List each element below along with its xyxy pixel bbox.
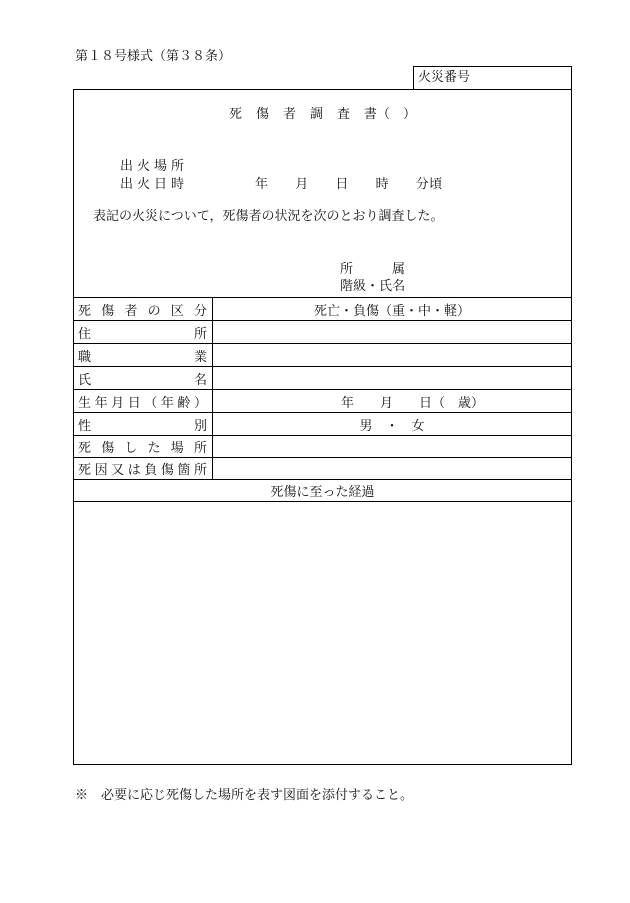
title-suffix: （ ） [376,107,416,122]
address-value-cell [213,321,571,343]
row-label [78,346,207,365]
footer-note: ※ 必要に応じ死傷した場所を表す図面を添付すること。 [75,788,414,803]
char: 氏 [78,372,92,388]
char: 職 [78,349,92,365]
label-cell [74,436,213,457]
casualty-type-value: 死亡・負傷（重・中・軽） [313,303,470,319]
char: 日 [127,395,141,411]
char: 死 [78,463,92,478]
label-cell [74,390,213,412]
char: 者 [282,107,296,122]
char: 階 [340,279,354,294]
char: 分 [193,303,207,319]
char: 性 [78,418,92,434]
casualty-place-value-cell [213,436,571,457]
main-frame [73,89,572,765]
circumstances-area [74,501,571,764]
table-row-casualty-type [74,297,571,320]
fire-location-label [120,159,184,175]
fire-datetime-units: 年 月 日 時 分頃 [255,177,443,192]
rank-name-label [340,279,405,295]
char: 火 [136,177,150,192]
table-row-sex [74,412,571,435]
table-row-occupation [74,343,571,366]
form-caption: 第１８号様式（第３８条） [75,49,232,64]
circumstances-label: 死傷に至った経過 [270,485,375,500]
row-label [78,459,207,478]
table-row-address [74,320,571,343]
char: の [147,303,161,319]
label-cell [74,298,213,320]
char: 別 [193,418,207,434]
char: 書 [363,107,377,122]
char: 又 [111,463,125,478]
char: は [127,463,141,478]
char: 年 [94,395,108,411]
char: 所 [193,463,207,478]
char: 所 [170,159,184,174]
char: 属 [391,262,405,277]
label-cell [74,413,213,435]
char: 者 [124,303,138,319]
char: 所 [193,326,207,342]
affiliation-label [340,262,405,278]
row-label [78,392,207,411]
char: 氏 [379,279,393,294]
char: 死 [78,303,92,319]
row-label [78,415,207,434]
char: 時 [170,177,184,192]
label-cell [74,458,213,479]
statement-text: 表記の火災について，死傷者の状況を次のとおり調査した。 [93,209,444,224]
char: 傷 [255,107,269,122]
table-row-name [74,366,571,389]
char: 級 [353,279,367,294]
char: し [124,441,138,456]
char: ） [193,395,207,411]
char: 調 [309,107,323,122]
cause-injury-site-value-cell [213,458,571,479]
char: 月 [111,395,125,411]
char: た [147,441,161,456]
casualty-table [74,297,571,764]
char: 傷 [101,441,115,456]
char: 所 [193,441,207,456]
char: 査 [336,107,350,122]
char: 死 [78,441,92,456]
char: 住 [78,326,92,342]
char: 火 [136,159,150,174]
circumstances-header [74,479,571,501]
row-label [78,323,207,342]
char: （ [144,395,158,411]
label-cell [74,321,213,343]
table-row-casualty-place [74,435,571,457]
char: 区 [170,303,184,319]
title-main [229,107,377,123]
char: 名 [392,279,406,294]
row-label [78,300,207,319]
char: 年 [160,395,174,411]
char: 死 [228,107,242,122]
char: 因 [94,463,108,478]
birthdate-value: 年 月 日（ 歳） [341,395,485,411]
char: 日 [153,177,167,192]
label-cell [74,367,213,389]
char: 名 [193,372,207,388]
char: 傷 [160,463,174,478]
table-row-birthdate [74,389,571,412]
char: 出 [120,159,134,174]
char: 場 [170,441,184,456]
row-label [78,437,207,456]
table-row-cause-injury-site [74,457,571,479]
char: 業 [193,349,207,365]
char: 箇 [177,463,191,478]
fire-number-box [413,66,572,89]
row-label [78,369,207,388]
char: 出 [120,177,134,192]
document-title [74,107,571,123]
label-cell [74,344,213,366]
char: ・ [366,279,380,294]
char: 場 [153,159,167,174]
occupation-value-cell [213,344,571,366]
char: 所 [340,262,354,277]
name-value-cell [213,367,571,389]
char: 負 [144,463,158,478]
fire-datetime-label [120,177,184,193]
char: 生 [78,395,92,411]
sex-value: 男 ・ 女 [359,418,425,434]
char: 齢 [177,395,191,411]
char: 傷 [101,303,115,319]
fire-number-label: 火災番号 [418,70,471,85]
